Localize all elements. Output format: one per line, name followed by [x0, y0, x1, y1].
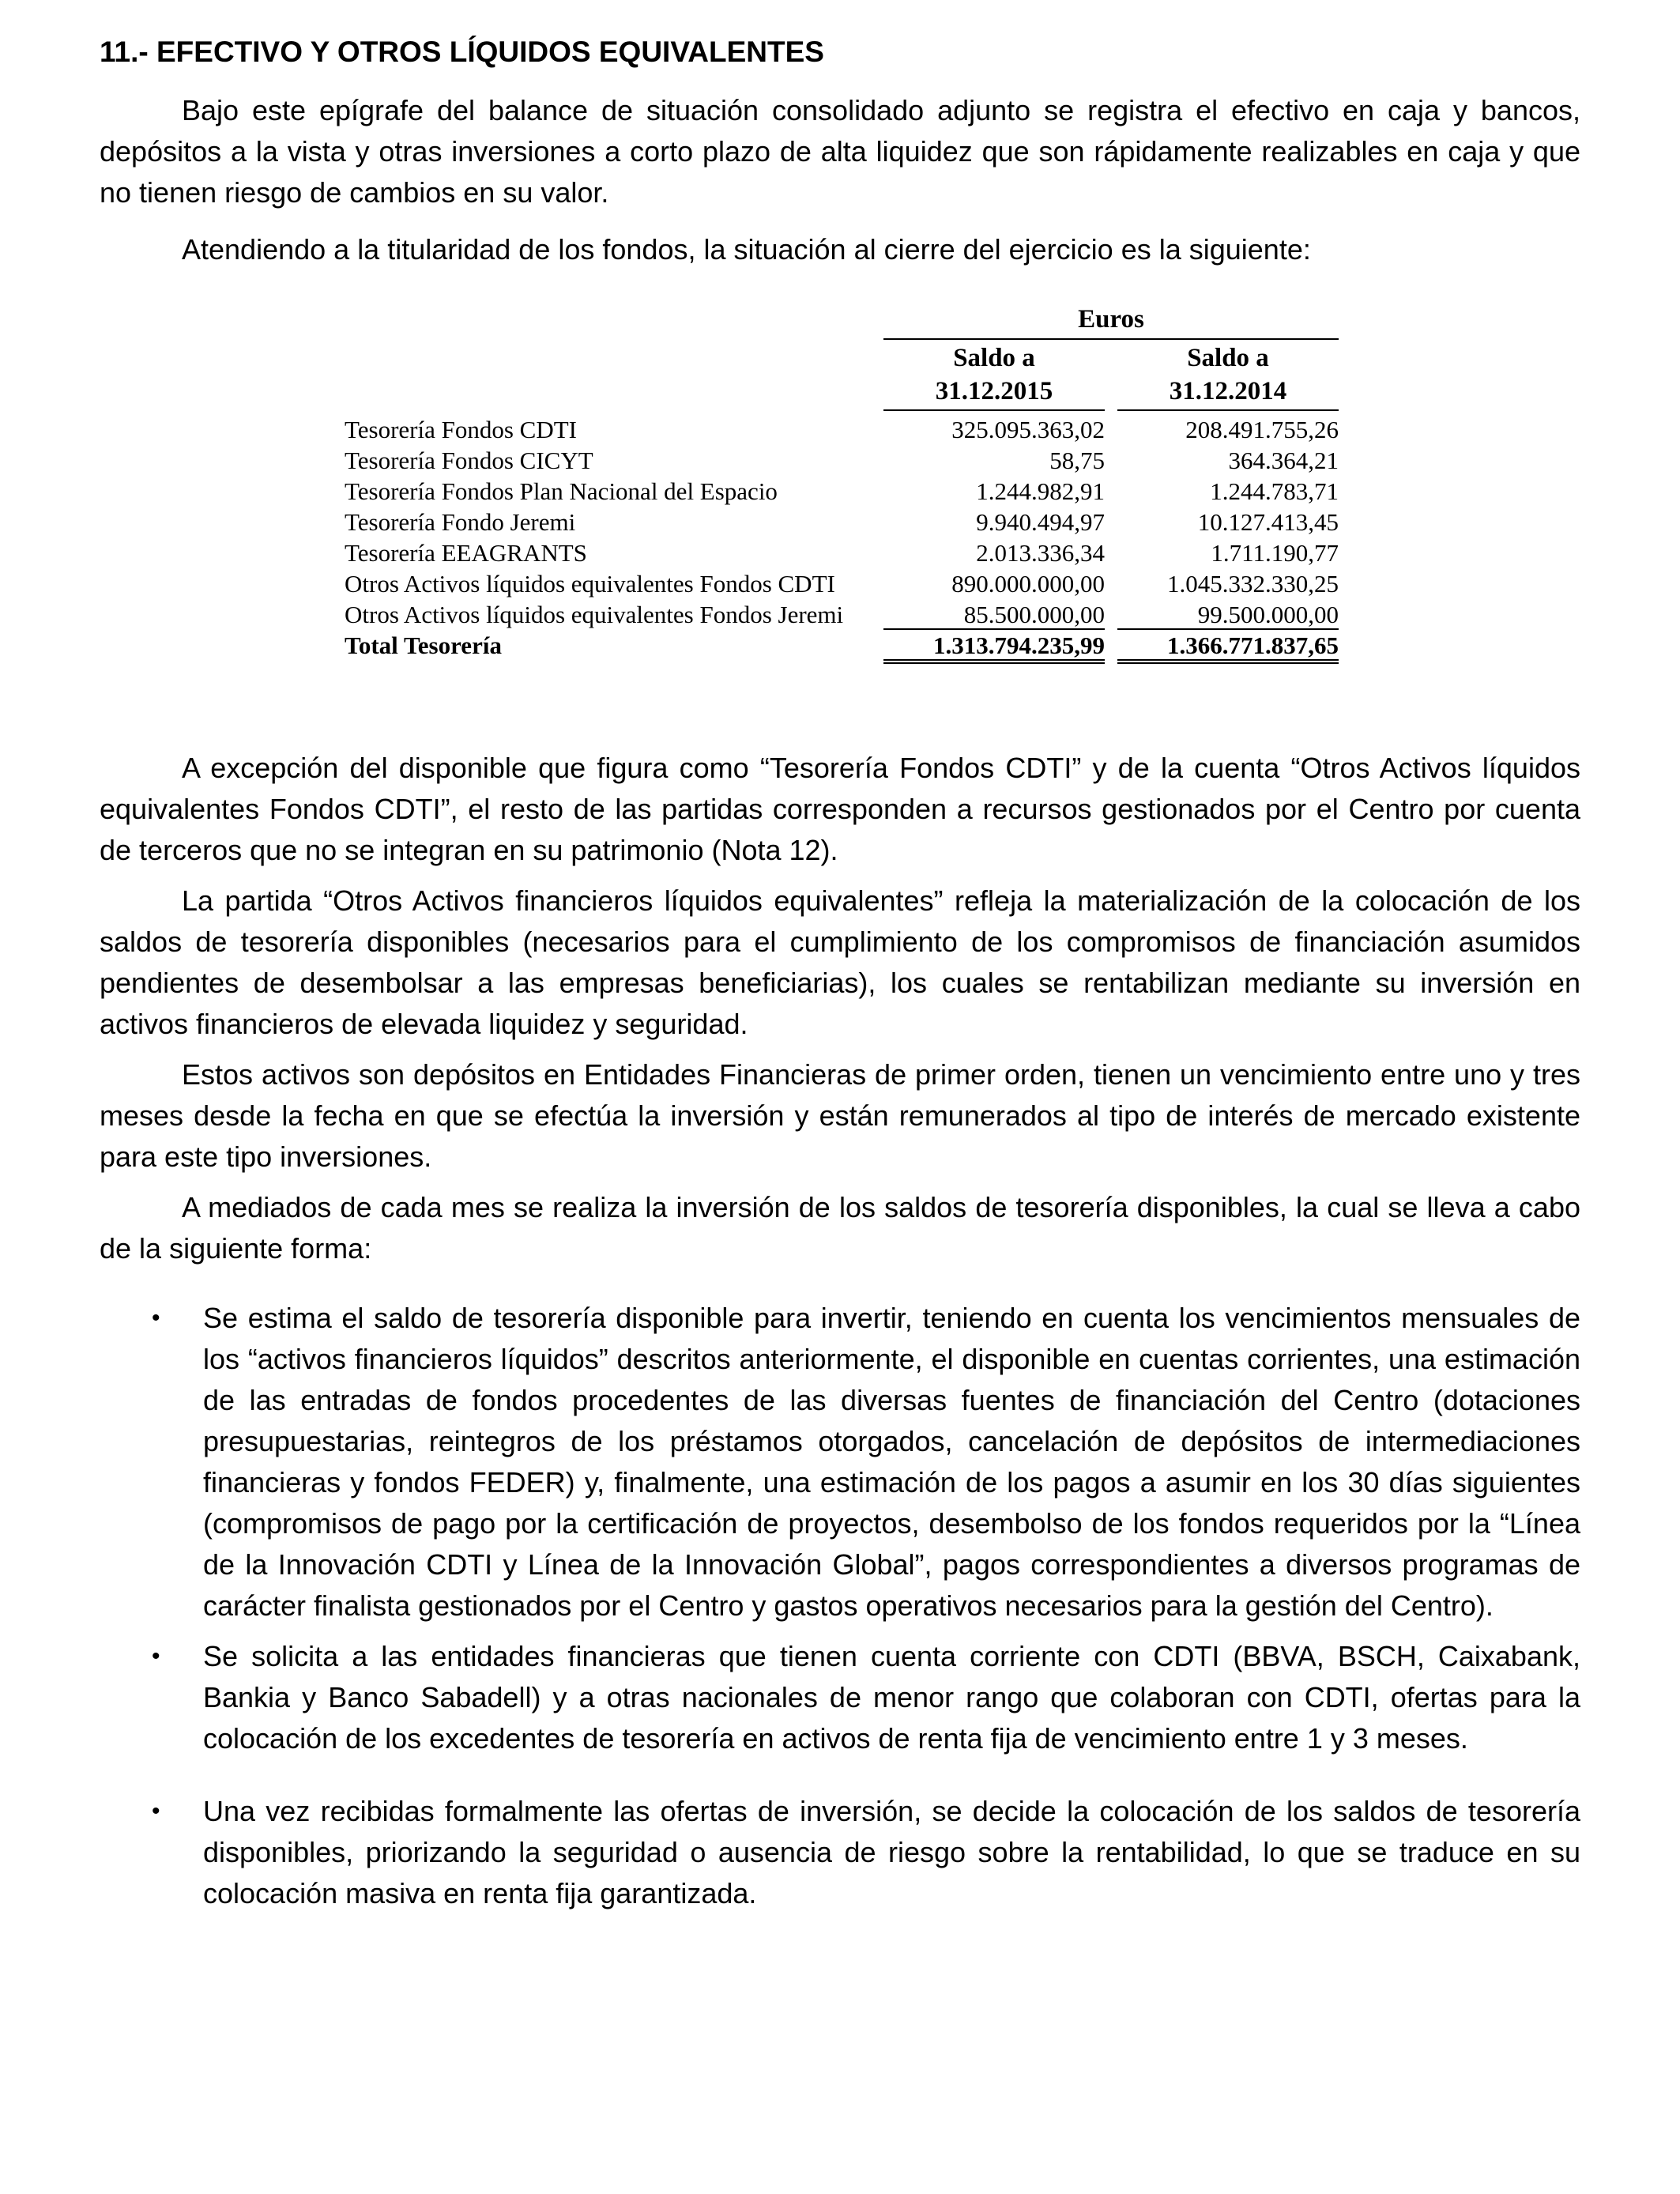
table-lead-paragraph: Atendiendo a la titularidad de los fondos, la situación al cierre del ejercicio es la siguiente:: [182, 233, 1311, 266]
column-header-2015-line2: 31.12.2015: [935, 377, 1053, 405]
column-header-2014: [1117, 341, 1339, 411]
value-2015: 85.500.000,00: [883, 599, 1105, 630]
row-label: Tesorería Fondo Jeremi: [345, 508, 576, 536]
value-2014: 1.711.190,77: [1211, 539, 1339, 567]
column-header-2014-line2: 31.12.2014: [1169, 377, 1287, 405]
table-row: [345, 599, 1339, 630]
bullet-item: [100, 1298, 1580, 1627]
table-row: [345, 476, 1339, 507]
bullet-list: [100, 1298, 1580, 1914]
table-body: [345, 414, 1339, 661]
value-2015: 9.940.494,97: [976, 508, 1105, 536]
column-header-2015-line1: Saldo a: [953, 344, 1035, 372]
bullet-item: [100, 1791, 1580, 1914]
value-2015: 890.000.000,00: [951, 570, 1105, 598]
value-2015: 2.013.336,34: [976, 539, 1105, 567]
bullet-text: Se solicita a las entidades financieras que tienen cuenta corriente con CDTI (BBVA, BSCH, Caixabank, Bankia y Banco Sabadell) y a otras nacionales de menor rango que colaboran con CDTI, ofertas para la colocación de los excedentes de tesorería en activos de renta fija de vencimiento entre 1 y 3 meses.: [203, 1640, 1580, 1755]
value-2014: 364.364,21: [1228, 447, 1339, 474]
value-2014: 1.045.332.330,25: [1167, 570, 1339, 598]
column-header-2014-line1: Saldo a: [1187, 344, 1269, 372]
row-label: Tesorería Fondos CICYT: [345, 447, 593, 474]
row-label: Otros Activos líquidos equivalentes Fondos Jeremi: [345, 601, 844, 628]
value-2015: 325.095.363,02: [951, 416, 1105, 443]
bullet-icon: •: [152, 1798, 160, 1824]
body-paragraph: Estos activos son depósitos en Entidades Financieras de primer orden, tienen un vencimiento entre uno y tres meses desde la fecha en que se efectúa la inversión y están remunerados al tipo de interés de mercado existente para este tipo inversiones.: [100, 1058, 1580, 1173]
row-label: Otros Activos líquidos equivalentes Fondos CDTI: [345, 570, 835, 598]
bullet-item: [100, 1636, 1580, 1759]
value-2014: 10.127.413,45: [1197, 508, 1339, 536]
table-row: [345, 507, 1339, 537]
body-paragraph: A mediados de cada mes se realiza la inversión de los saldos de tesorería disponibles, la cual se lleva a cabo de la siguiente forma:: [100, 1191, 1580, 1265]
total-label: Total Tesorería: [345, 631, 502, 659]
table-total-row: [345, 630, 1339, 661]
body-paragraph: La partida “Otros Activos financieros líquidos equivalentes” refleja la materialización de la colocación de los saldos de tesorería disponibles (necesarios para el cumplimiento de los compromisos de financiación asumidos pendientes de desembolsar a las empresas beneficiarias), los cuales se rentabilizan mediante su inversión en activos financieros de elevada liquidez y seguridad.: [100, 884, 1580, 1040]
bullet-text: Una vez recibidas formalmente las ofertas de inversión, se decide la colocación de los saldos de tesorería disponibles, priorizando la seguridad o ausencia de riesgo sobre la rentabilidad, lo que se traduce en su colocación masiva en renta fija garantizada.: [203, 1795, 1580, 1909]
currency-header: Euros: [883, 305, 1339, 340]
bullet-icon: •: [152, 1305, 160, 1331]
row-label: Tesorería Fondos Plan Nacional del Espacio: [345, 477, 778, 505]
intro-paragraph: Bajo este epígrafe del balance de situación consolidado adjunto se registra el efectivo en caja y bancos, depósitos a la vista y otras inversiones a corto plazo de alta liquidez que son rápidamente realizables en caja y que no tienen riesgo de cambios en su valor.: [100, 94, 1580, 209]
value-2014: 99.500.000,00: [1117, 599, 1339, 630]
total-value-2015: 1.313.794.235,99: [883, 630, 1105, 664]
table-row: [345, 445, 1339, 476]
value-2015: 58,75: [1049, 447, 1105, 474]
value-2014: 1.244.783,71: [1210, 477, 1339, 505]
table-row: [345, 568, 1339, 599]
value-2015: 1.244.982,91: [976, 477, 1105, 505]
section-heading: 11.- EFECTIVO Y OTROS LÍQUIDOS EQUIVALENTES: [100, 36, 824, 68]
bullet-icon: •: [152, 1643, 160, 1669]
total-value-2014: 1.366.771.837,65: [1117, 630, 1339, 664]
body-paragraph: A excepción del disponible que figura como “Tesorería Fondos CDTI” y de la cuenta “Otros Activos líquidos equivalentes Fondos CDTI”, el resto de las partidas corresponden a recursos gestionados por el Centro por cuenta de terceros que no se integran en su patrimonio (Nota 12).: [100, 752, 1580, 866]
column-header-2015: [883, 341, 1105, 411]
bullet-text: Se estima el saldo de tesorería disponible para invertir, teniendo en cuenta los vencimientos mensuales de los “activos financieros líquidos” descritos anteriormente, el disponible en cuentas corrientes, una estimación de las entradas de fondos procedentes de las diversas fuentes de financiación del Centro (dotaciones presupuestarias, reintegros de los préstamos otorgados, cancelación de depósitos de intermediaciones financieras y fondos FEDER) y, finalmente, una estimación de los pagos a asumir en los 30 días siguientes (compromisos de pago por la certificación de proyectos, desembolso de los fondos requeridos por la “Línea de la Innovación CDTI y Línea de la Innovación Global”, pagos correspondientes a diversos programas de carácter finalista gestionados por el Centro y gastos operativos necesarios para la gestión del Centro).: [203, 1302, 1580, 1622]
value-2014: 208.491.755,26: [1185, 416, 1339, 443]
row-label: Tesorería EEAGRANTS: [345, 539, 587, 567]
table-row: [345, 537, 1339, 568]
table-row: [345, 414, 1339, 445]
treasury-table: [100, 305, 1580, 748]
document-page: [100, 32, 1580, 1924]
row-label: Tesorería Fondos CDTI: [345, 416, 578, 443]
